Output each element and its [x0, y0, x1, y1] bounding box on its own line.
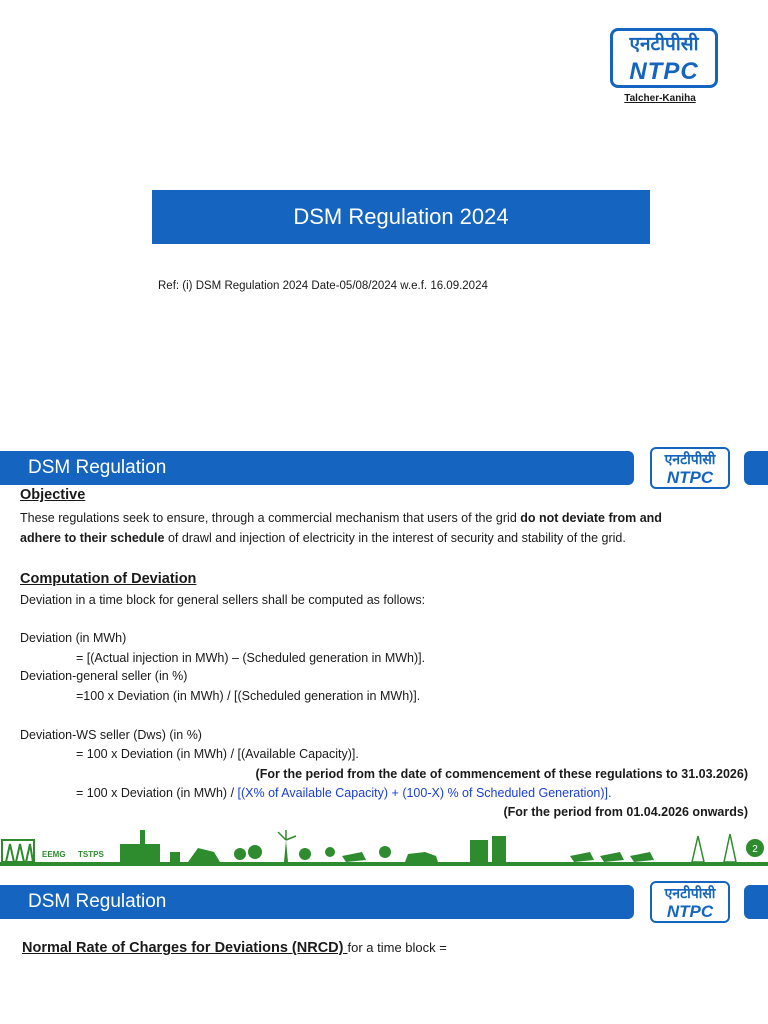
computation-intro: Deviation in a time block for general sellers shall be computed as follows: [20, 593, 426, 607]
slide-header-title: DSM Regulation [28, 457, 167, 478]
dev-mwh-label: Deviation (in MWh) [20, 631, 127, 645]
footer-label-right: TSTPS [78, 850, 104, 859]
computation-heading: Computation of Deviation [20, 571, 197, 587]
slide-title-text: DSM Regulation 2024 [293, 204, 509, 229]
objective-paragraph [20, 508, 755, 548]
slide-title-box [152, 190, 650, 244]
footer-label-left: EEMG [42, 850, 66, 859]
dev-ws-formula-1: = 100 x Deviation (in MWh) / [(Available Capacity)]. [76, 747, 359, 761]
ntpc-logo-english: NTPC [666, 468, 714, 487]
slide-title [0, 0, 768, 432]
station-name: Talcher-Kaniha [624, 93, 696, 104]
dev-ws-formula-2-blue: [(X% of Available Capacity) + (100-X) % of Scheduled Generation)]. [237, 786, 612, 800]
header-bar-tab [744, 885, 768, 919]
ntpc-logo [610, 28, 718, 88]
slide-header-bar [0, 885, 634, 919]
slide-header-title: DSM Regulation [28, 891, 167, 912]
dev-ws-formula-2-prefix: = 100 x Deviation (in MWh) / [76, 786, 238, 800]
objective-text-1: These regulations seek to ensure, through a commercial mechanism that users of the grid [20, 511, 521, 525]
nrcd-text: for a time block = [347, 940, 447, 955]
nrcd-line [22, 938, 447, 958]
ntpc-logo [650, 447, 730, 489]
objective-text-2: of drawl and injection of electricity in the interest of security and stability of the grid. [164, 531, 626, 545]
footer-illustration [0, 822, 768, 868]
slide-nrcd [0, 876, 768, 1024]
nrcd-heading: Normal Rate of Charges for Deviations (NRCD) [22, 940, 348, 956]
ntpc-logo-hindi: एनटीपीसी [664, 451, 716, 467]
dev-general-formula: =100 x Deviation (in MWh) / [(Scheduled generation in MWh)]. [76, 689, 421, 703]
objective-heading: Objective [20, 487, 86, 503]
ntpc-logo-hindi: एनटीपीसी [664, 885, 716, 901]
slide-header-bar [0, 451, 634, 485]
period-note-2: (For the period from 01.04.2026 onwards) [503, 805, 748, 819]
reference-line: Ref: (i) DSM Regulation 2024 Date-05/08/2024 w.e.f. 16.09.2024 [158, 280, 488, 292]
objective-bold-1: do not deviate from and [520, 511, 662, 525]
slide-objective [0, 442, 768, 874]
ntpc-logo-english: NTPC [666, 902, 714, 921]
period-note-1: (For the period from the date of commencement of these regulations to 31.03.2026) [255, 767, 748, 781]
page-number: 2 [752, 844, 758, 855]
dev-general-label: Deviation-general seller (in %) [20, 669, 188, 683]
dev-ws-label: Deviation-WS seller (Dws) (in %) [20, 728, 202, 742]
ntpc-logo-english: NTPC [629, 58, 699, 85]
dev-ws-formula-2 [76, 784, 611, 803]
ntpc-logo-hindi: एनटीपीसी [629, 34, 699, 55]
ntpc-logo [650, 881, 730, 923]
objective-bold-2: adhere to their schedule [20, 531, 165, 545]
dev-mwh-formula: = [(Actual injection in MWh) – (Scheduled generation in MWh)]. [76, 651, 426, 665]
header-bar-tab [744, 451, 768, 485]
